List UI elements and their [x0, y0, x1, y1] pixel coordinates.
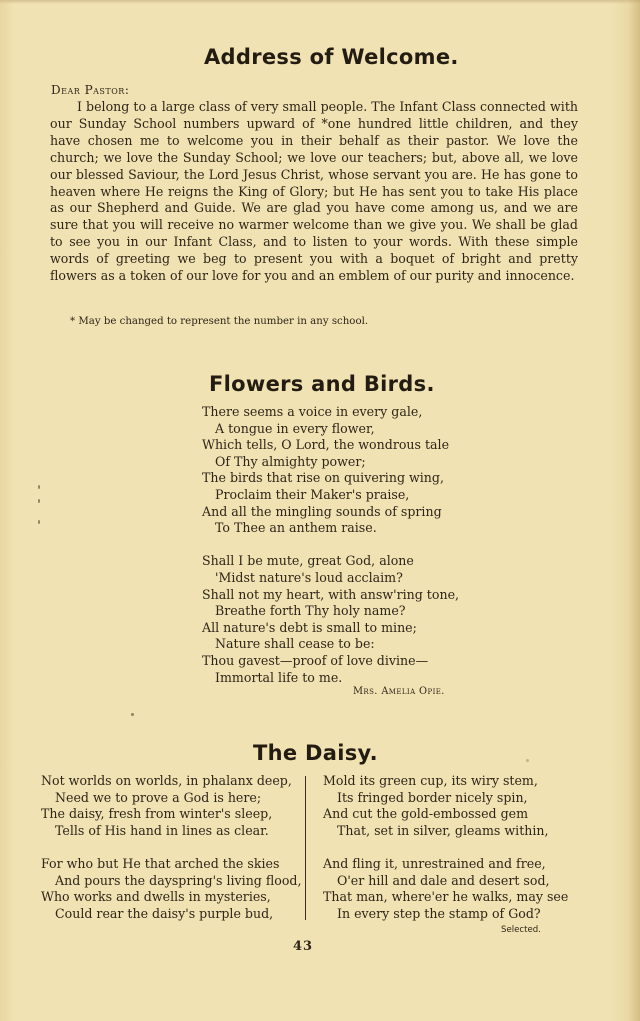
poem-line: Proclaim their Maker's praise,	[215, 486, 410, 502]
address-body: I belong to a large class of very small people. The Infant Class connected with our Sunday School numbers upward of *one hundred little children, and they have chosen me to welcome you in their behalf as their pastor. We love the church; we love the Sunday School; we love our teachers; but, above all, we love our blessed Saviour, the Lord Jesus Christ, whose servant you are. He has gone to heaven where He reigns the King of Glory; but He has sent you to take His place as our Shepherd and Guide. We are glad you have come among us, and we are sure that you will receive no warmer welcome than we give you. We shall be glad to see you in our Infant Class, and to listen to your words. With these simple words of greeting we beg to present you with a boquet of bright and pretty flowers as a token of our love for you and an emblem of our purity and innocence.	[50, 99, 578, 284]
poem-line: Who works and dwells in mysteries,	[41, 889, 271, 905]
poem-line: And cut the gold-embossed gem	[323, 806, 529, 822]
ink-speck	[38, 520, 40, 524]
poem-flowers-and-birds	[202, 404, 459, 686]
author-attribution: Mrs. Amelia Opie.	[353, 686, 445, 697]
heading-flowers-and-birds: Flowers and Birds.	[209, 372, 435, 396]
poem-daisy-left-column	[41, 773, 302, 922]
poem-line: In every step the stamp of God?	[337, 905, 541, 921]
poem-line: Not worlds on worlds, in phalanx deep,	[41, 773, 292, 788]
poem-line: The daisy, fresh from winter's sleep,	[41, 806, 273, 822]
poem-line: The birds that rise on quivering wing,	[202, 470, 444, 486]
ink-speck	[526, 759, 529, 762]
ink-speck	[131, 713, 134, 716]
heading-address-of-welcome: Address of Welcome.	[204, 45, 459, 69]
poem-line: 'Midst nature's loud acclaim?	[215, 569, 403, 585]
poem-line: Immortal life to me.	[215, 669, 343, 685]
selected-attribution: Selected.	[501, 925, 541, 935]
ink-speck	[38, 499, 40, 503]
heading-the-daisy: The Daisy.	[253, 741, 378, 765]
poem-line: O'er hill and dale and desert sod,	[337, 872, 550, 888]
poem-line: That, set in silver, gleams within,	[337, 822, 549, 838]
stanza-break	[202, 537, 459, 554]
poem-line: Mold its green cup, its wiry stem,	[323, 773, 538, 788]
poem-line: And all the mingling sounds of spring	[202, 503, 442, 519]
column-divider	[305, 776, 306, 920]
poem-daisy-right-column	[323, 773, 568, 922]
poem-line: And pours the dayspring's living flood,	[55, 872, 302, 888]
poem-line: Nature shall cease to be:	[215, 636, 375, 652]
poem-line: Thou gavest—proof of love divine—	[202, 652, 429, 668]
footnote: * May be changed to represent the number in any school.	[70, 316, 369, 327]
poem-line: Breathe forth Thy holy name?	[215, 603, 406, 619]
poem-line: Tells of His hand in lines as clear.	[55, 822, 269, 838]
stanza-break	[323, 839, 568, 856]
poem-line: Could rear the daisy's purple bud,	[55, 905, 274, 921]
poem-line: A tongue in every flower,	[215, 420, 375, 436]
poem-line: That man, where'er he walks, may see	[323, 889, 569, 905]
poem-line: To Thee an anthem raise.	[215, 520, 377, 536]
stanza-break	[41, 839, 302, 856]
poem-line: Need we to prove a God is here;	[55, 789, 262, 805]
poem-line: And fling it, unrestrained and free,	[323, 855, 546, 871]
poem-line: All nature's debt is small to mine;	[202, 619, 417, 635]
poem-line: Its fringed border nicely spin,	[337, 789, 528, 805]
poem-line: Which tells, O Lord, the wondrous tale	[202, 437, 450, 453]
poem-line: Shall I be mute, great God, alone	[202, 553, 414, 569]
poem-line: For who but He that arched the skies	[41, 855, 280, 871]
page-number: 43	[293, 939, 314, 954]
poem-line: There seems a voice in every gale,	[202, 404, 423, 419]
poem-line: Of Thy almighty power;	[215, 453, 366, 469]
poem-line: Shall not my heart, with answ'ring tone,	[202, 586, 460, 602]
salutation: Dear Pastor:	[51, 83, 130, 97]
ink-speck	[38, 485, 40, 489]
